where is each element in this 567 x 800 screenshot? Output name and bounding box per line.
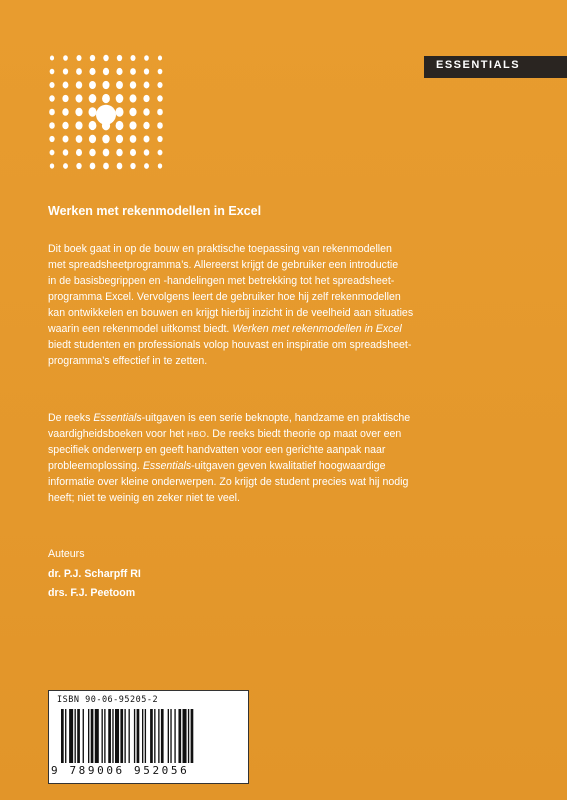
series-text: probleemoplossing. — [48, 460, 140, 472]
logo-dot — [144, 55, 149, 61]
series-text: -uitgaven is een serie beknopte, handzame en praktische — [141, 412, 411, 424]
series-line — [48, 426, 420, 442]
logo-dot — [89, 149, 95, 157]
barcode-bar — [154, 709, 155, 763]
barcode-bar — [124, 709, 125, 763]
barcode-bar — [174, 709, 175, 763]
logo-dot — [103, 55, 108, 61]
logo-dot — [102, 135, 109, 144]
logo-dot — [63, 149, 69, 156]
barcode-bar — [183, 709, 187, 763]
author-name: dr. P.J. Scharpff RI — [48, 568, 141, 580]
logo-dot — [157, 122, 163, 129]
logo-dot — [63, 68, 68, 74]
logo-dot — [157, 109, 163, 116]
logo-dot — [76, 135, 83, 143]
intro-line: Dit boek gaat in op de bouw en praktische toepassing van rekenmodellen — [48, 243, 392, 255]
logo-dot — [62, 122, 68, 129]
logo-dot — [103, 149, 110, 157]
logo-dot — [116, 121, 124, 130]
barcode-bar — [112, 709, 113, 763]
intro-line: programma Excel. Vervolgens leert de gebruiker hoe hij zelf rekenmodellen — [48, 291, 401, 303]
barcode-bar — [168, 709, 169, 763]
logo-dot — [75, 121, 82, 129]
logo-dot — [89, 135, 96, 143]
logo-dot — [88, 107, 96, 116]
logo-dot — [50, 150, 55, 156]
barcode-bar — [129, 709, 130, 763]
logo-dot — [76, 68, 82, 75]
barcode-bar — [91, 709, 94, 763]
logo-dot — [50, 163, 54, 168]
series-line: informatie over kleine onderwerpen. Zo krijgt de student precies wat hij nodig — [48, 476, 409, 488]
barcode-bar — [108, 709, 111, 763]
logo-dot — [130, 81, 136, 89]
barcode-bar — [77, 709, 80, 763]
logo-dot — [49, 136, 54, 142]
barcode-bar — [88, 709, 89, 763]
logo-dot — [143, 135, 149, 142]
logo-dot — [157, 82, 162, 88]
logo-dot — [130, 163, 135, 169]
logo-dot — [89, 94, 97, 103]
logo-dot — [144, 82, 150, 89]
logo-dot — [102, 81, 109, 89]
intro-title-italic: Werken met rekenmodellen in Excel — [232, 323, 402, 335]
logo-dot — [89, 121, 97, 130]
barcode-bar — [178, 709, 181, 763]
logo-dot — [130, 94, 137, 102]
intro-line: kan ontwikkelen en bouwen en krijgt hierbij inzicht in de veelheid aan situaties — [48, 307, 414, 319]
intro-line: met spreadsheetprogramma’s. Allereerst krijgt de gebruiker een introductie — [48, 259, 399, 271]
logo-dot — [75, 108, 82, 117]
logo-dot — [49, 122, 55, 129]
intro-text: waarin een rekenmodel uitkomst biedt. — [48, 323, 230, 335]
logo-dot — [63, 82, 69, 89]
logo-dot — [103, 68, 109, 75]
barcode-bar — [137, 709, 140, 763]
logo-dot — [49, 109, 55, 116]
logo-dot — [129, 121, 136, 129]
barcode-bar — [170, 709, 171, 763]
barcode-box — [48, 690, 249, 784]
logo-dot — [90, 163, 96, 170]
authors-label: Auteurs — [48, 548, 85, 560]
author-name: drs. F.J. Peetoom — [48, 587, 136, 599]
logo-dot — [158, 163, 162, 168]
logo-dot — [62, 95, 68, 102]
logo-dot — [116, 149, 122, 157]
series-line — [48, 410, 420, 426]
logo-dot — [89, 68, 95, 75]
ean-number: 9 789006 952056 — [51, 764, 190, 777]
logo-dot — [117, 55, 122, 61]
intro-line: in de basisbegrippen en -handelingen met betrekking tot het spreadsheet- — [48, 275, 395, 287]
logo-dot — [103, 163, 109, 170]
logo-dot — [50, 56, 54, 61]
barcode-bar — [150, 709, 153, 763]
barcode-bar — [95, 709, 99, 763]
barcode-bar — [115, 709, 119, 763]
series-text: -uitgaven geven kwalitatief hoogwaardige — [191, 460, 386, 472]
isbn-number: ISBN 90-06-95205-2 — [57, 695, 159, 705]
logo-dot — [49, 82, 54, 88]
barcode-bar — [134, 709, 135, 763]
barcode-bar — [161, 709, 164, 763]
logo-dot — [143, 122, 149, 129]
logo-dot — [116, 81, 123, 89]
logo-dot — [130, 135, 137, 143]
logo-dot — [144, 149, 150, 156]
logo-dot — [130, 149, 136, 156]
logo-dot — [62, 135, 68, 142]
logo-dot — [50, 69, 55, 75]
series-line: specifiek onderwerp en geeft handvatten voor een gerichte aanpak naar — [48, 444, 386, 456]
barcode-bar — [158, 709, 159, 763]
barcode-bar — [191, 709, 194, 763]
barcode-bar — [104, 709, 105, 763]
logo-dot — [144, 163, 149, 169]
series-name-italic: Essentials — [142, 460, 192, 472]
series-line: heeft; niet te weinig en zeker niet te veel. — [48, 492, 240, 504]
barcode-bar — [188, 709, 189, 763]
logo-dot — [117, 163, 123, 170]
logo-dot — [63, 163, 68, 169]
logo-dot — [157, 95, 162, 101]
intro-line: programma’s effectief in te zetten. — [48, 355, 208, 367]
logo-dot — [49, 95, 54, 101]
hbo-smallcaps: HBO — [187, 429, 207, 439]
logo-dot — [129, 108, 136, 117]
logo-dot — [158, 150, 163, 156]
barcode-bar — [102, 709, 103, 763]
logo-dot — [76, 94, 83, 102]
series-name-italic: Essentials — [93, 412, 142, 424]
logo-dot — [158, 56, 162, 61]
logo-dot — [116, 94, 124, 103]
barcode-bar — [83, 709, 84, 763]
barcode-bar — [61, 709, 64, 763]
logo-dot — [63, 55, 68, 61]
barcode-bar — [65, 709, 66, 763]
intro-line — [48, 321, 420, 337]
logo-dot — [158, 69, 163, 75]
barcode-bar — [142, 709, 143, 763]
logo-dot — [76, 55, 81, 61]
logo-dot — [116, 68, 122, 75]
series-text: . De reeks biedt theorie op maat over een — [206, 428, 402, 440]
logo-dot — [90, 55, 95, 61]
barcode-bar — [75, 709, 76, 763]
book-title: Werken met rekenmodellen in Excel — [48, 204, 262, 218]
intro-line: biedt studenten en professionals volop houvast en inspiratie om spreadsheet- — [48, 339, 412, 351]
dot-grid-logo-icon — [44, 50, 194, 190]
logo-dot — [143, 95, 149, 102]
barcode-bar — [120, 709, 123, 763]
series-line — [48, 458, 420, 474]
logo-dot — [89, 81, 96, 89]
logo-center-dot — [96, 105, 116, 125]
logo-dot — [144, 68, 149, 74]
series-text: De reeks — [48, 412, 91, 424]
logo-dot — [102, 94, 110, 103]
intro-paragraph — [48, 241, 420, 369]
barcode-bar — [145, 709, 146, 763]
logo-dot — [115, 107, 123, 116]
series-paragraph — [48, 410, 420, 506]
logo-dot — [157, 136, 162, 142]
barcode-bar — [69, 709, 73, 763]
logo-dot — [130, 55, 135, 61]
logo-dot — [76, 81, 82, 89]
series-text: vaardigheidsboeken voor het — [48, 428, 185, 440]
logo-dot — [130, 68, 136, 75]
logo-dot — [76, 149, 82, 156]
barcode-icon — [61, 709, 237, 763]
logo-dot — [76, 163, 81, 169]
logo-dot — [116, 135, 123, 143]
series-label: ESSENTIALS — [436, 59, 521, 71]
logo-dot — [62, 108, 68, 116]
logo-dot — [143, 108, 149, 116]
